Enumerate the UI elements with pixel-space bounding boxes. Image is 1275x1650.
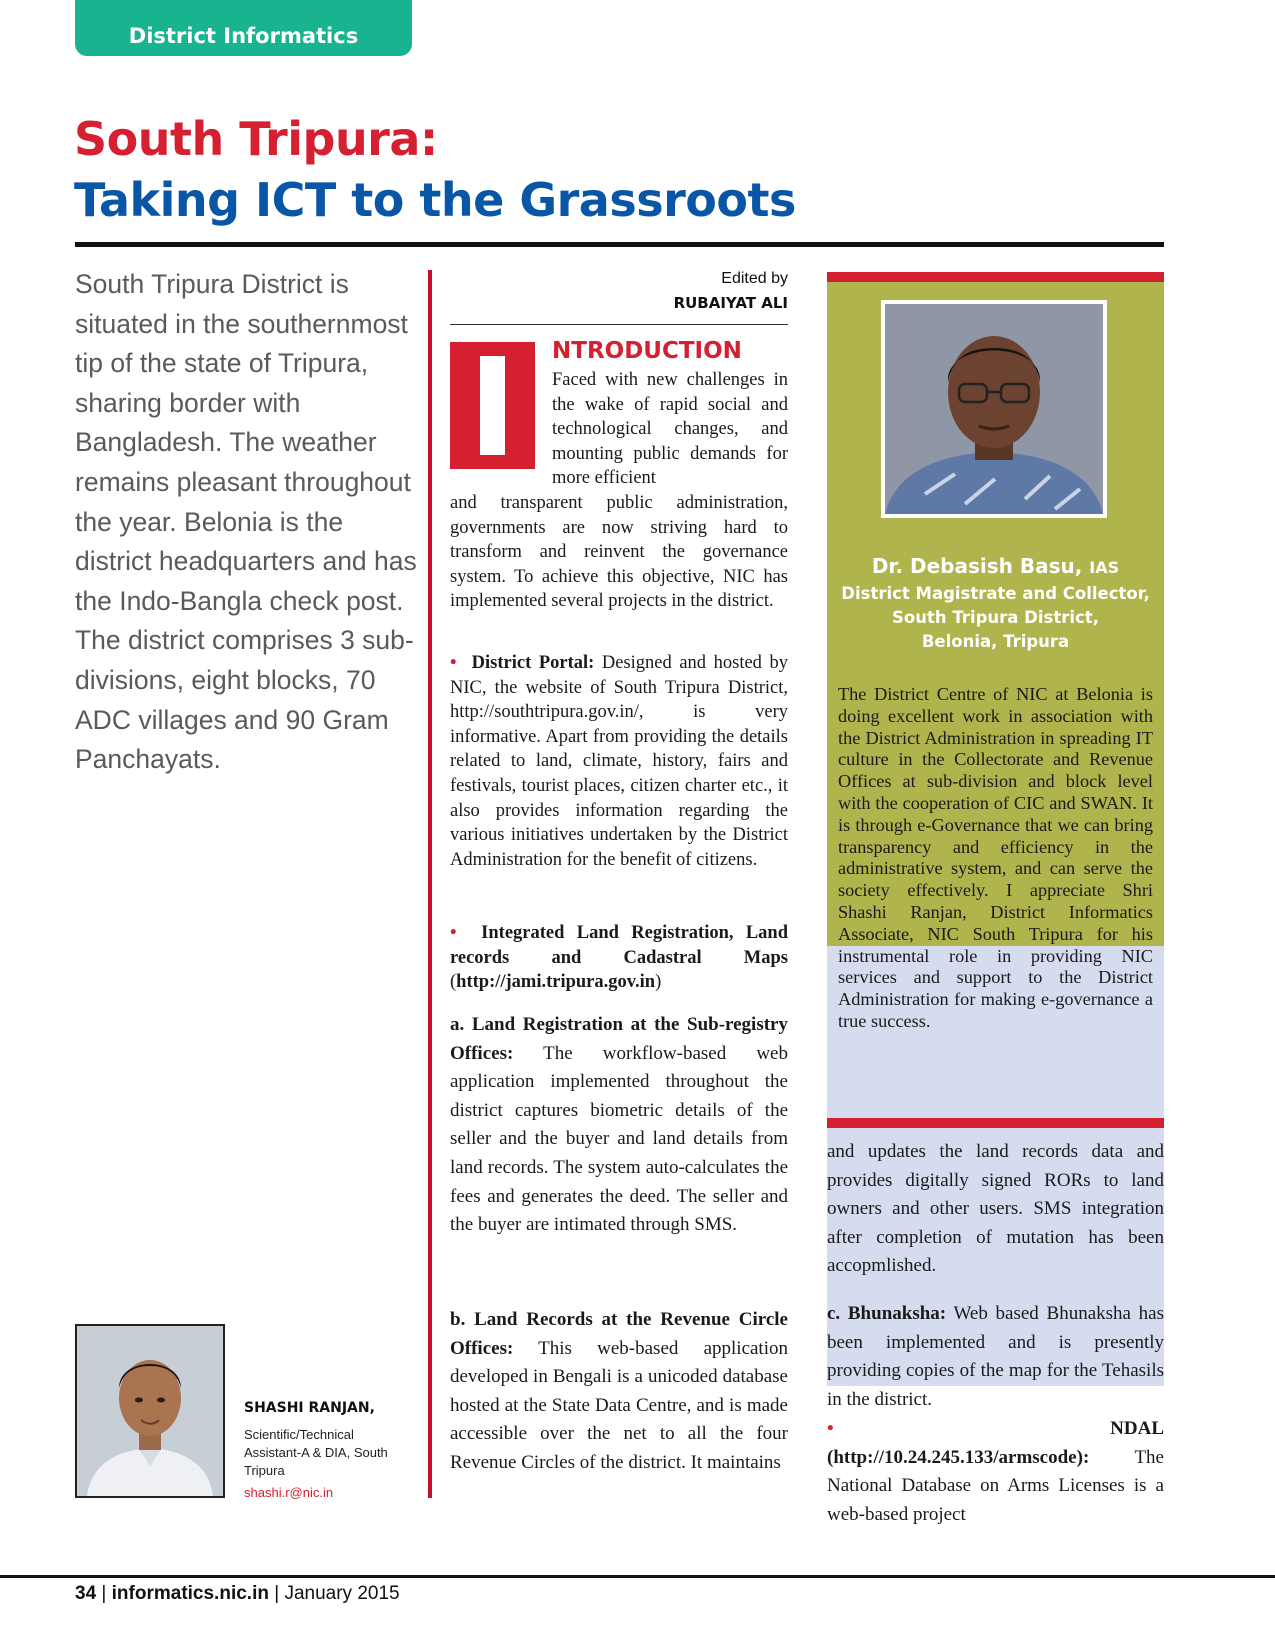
footer-separator: | bbox=[274, 1583, 280, 1604]
column-divider bbox=[428, 270, 432, 1498]
introduction-heading: NTRODUCTION bbox=[552, 338, 742, 364]
testimonial-quote: The District Centre of NIC at Belonia is doing excellent work in association with the District Administration in spreading IT culture in the Collectorate and Revenue Offices at sub-division and block level with the cooperation of CIC and SWAN. It is through e-Governance that we can bring transparency and efficiency in the administrative system, and can serve the society effectively. I appreciate Shri Shashi Ranjan, District Informatics Associate, NIC South Tripura for his instrumental role in providing NIC services and support to the District Administration for making e-governance a true success. bbox=[838, 684, 1153, 1031]
testimonial-name bbox=[827, 554, 1164, 578]
paren-open: ( bbox=[450, 972, 457, 993]
testimonial-photo bbox=[881, 300, 1107, 518]
district-portal-text: Designed and hosted by NIC, the website of South Tripura District, http://southtripura.gov.in/, is very informative. Apart from providing the details related to land, climate, history, fairs and festivals, tourist places, citizen charter etc., it also provides information regarding the various initiatives undertaken by the District Administration for the benefit of citizens. bbox=[450, 653, 789, 870]
testimonial-role-line2: South Tripura District, bbox=[892, 608, 1099, 627]
author-name: SHASHI RANJAN, bbox=[244, 1400, 375, 1416]
footer-separator: | bbox=[101, 1583, 107, 1604]
testimonial-box bbox=[827, 272, 1164, 1128]
ndal-paragraph bbox=[827, 1415, 1164, 1529]
land-registration-label: Integrated Land Registration, Land records and Cadastral Maps bbox=[450, 923, 788, 968]
intro-text-rest: and transparent public administration, governments are now striving hard to transform and reinvent the governance system. To achieve this objective, NIC has implemented several projects in the district. bbox=[450, 493, 788, 612]
ndal-url-link[interactable]: (http://10.24.245.133/armscode): bbox=[827, 1446, 1090, 1468]
editor-divider bbox=[450, 324, 788, 325]
ndal-label: NDAL bbox=[1110, 1418, 1164, 1439]
revenue-circle-text: This web-based application developed in Bengali is a unicoded database hosted at the State Data Centre, and is made accessible over the net to all the four Revenue Circles of the district. It maintains bbox=[450, 1337, 788, 1473]
footer-date: January 2015 bbox=[284, 1583, 400, 1604]
testimonial-name-text: Dr. Debasish Basu, bbox=[871, 554, 1083, 578]
intro-lede: South Tripura District is situated in the southernmost tip of the state of Tripura, sharing border with Bangladesh. The weather remains pleasant throughout the year. Belonia is the district headquarters and has the Indo-Bangla check post. The district comprises 3 sub-divisions, eight blocks, 70 ADC villages and 90 Gram Panchayats. bbox=[75, 269, 417, 775]
bhunaksha-text: Web based Bhunaksha has been implemented and is presently providing copies of the map for the Tehasils in the district. bbox=[827, 1303, 1164, 1410]
sub-registry-paragraph bbox=[450, 1011, 788, 1240]
sub-registry-label: a. Land Registration at the Sub-registry Offices: bbox=[450, 1014, 788, 1064]
jami-url-link[interactable]: http://jami.tripura.gov.in bbox=[456, 972, 656, 993]
testimonial-top-bar bbox=[827, 272, 1164, 282]
author-role: Scientific/Technical Assistant-A & DIA, South Tripura bbox=[244, 1427, 388, 1478]
bhunaksha-label: c. Bhunaksha: bbox=[827, 1303, 947, 1324]
author-photo bbox=[75, 1324, 225, 1498]
author-portrait-icon bbox=[77, 1326, 223, 1496]
revenue-circle-label: b. Land Records at the Revenue Circle Offices: bbox=[450, 1309, 788, 1359]
author-email-link[interactable]: shashi.r@nic.in bbox=[244, 1485, 334, 1500]
ndal-text: The National Database on Arms Licenses is a web-based project bbox=[827, 1446, 1164, 1525]
title-divider bbox=[75, 242, 1164, 247]
drop-cap-letter-shape bbox=[480, 356, 505, 455]
page-footer bbox=[75, 1583, 400, 1605]
bullet-icon: • bbox=[450, 653, 457, 673]
drop-cap-i bbox=[450, 342, 535, 469]
testimonial-role-line1: District Magistrate and Collector, bbox=[841, 584, 1150, 603]
bullet-icon: • bbox=[827, 1418, 834, 1439]
testimonial-bottom-bar bbox=[827, 1118, 1164, 1128]
land-records-continuation: and updates the land records data and provides digitally signed RORs to land owners and other users. SMS integration after completion of mutation has been accopmlished. bbox=[827, 1141, 1164, 1277]
footer-divider bbox=[0, 1575, 1275, 1578]
footer-site[interactable]: informatics.nic.in bbox=[111, 1583, 269, 1604]
district-portal-label: District Portal: bbox=[471, 653, 595, 673]
section-tab: District Informatics bbox=[75, 0, 412, 56]
testimonial-role-line3: Belonia, Tripura bbox=[921, 632, 1070, 651]
district-portal-paragraph bbox=[450, 651, 788, 872]
testimonial-name-suffix: IAS bbox=[1089, 558, 1120, 577]
page-title-line1: South Tripura: bbox=[74, 112, 438, 166]
editor-name: RUBAIYAT ALI bbox=[673, 294, 788, 312]
revenue-circle-paragraph bbox=[450, 1306, 788, 1478]
bullet-icon: • bbox=[450, 923, 457, 943]
land-registration-heading bbox=[450, 921, 788, 995]
editor-label: Edited by bbox=[721, 270, 788, 287]
sub-registry-text: The workflow-based web application implemented throughout the district captures biometric details of the seller and the buyer and land details from land records. The system auto-calculates the fees and generates the deed. The seller and the buyer are intimated through SMS. bbox=[450, 1042, 788, 1236]
bhunaksha-paragraph bbox=[827, 1300, 1164, 1414]
dm-portrait-icon bbox=[885, 304, 1103, 514]
paren-close: ) bbox=[655, 972, 662, 993]
footer-page-number: 34 bbox=[75, 1583, 97, 1604]
intro-text-wrap: Faced with new challenges in the wake of rapid social and technological changes, and mounting public demands for more efficient bbox=[552, 370, 788, 489]
testimonial-role bbox=[827, 582, 1164, 654]
page-title-line2: Taking ICT to the Grassroots bbox=[74, 173, 796, 227]
